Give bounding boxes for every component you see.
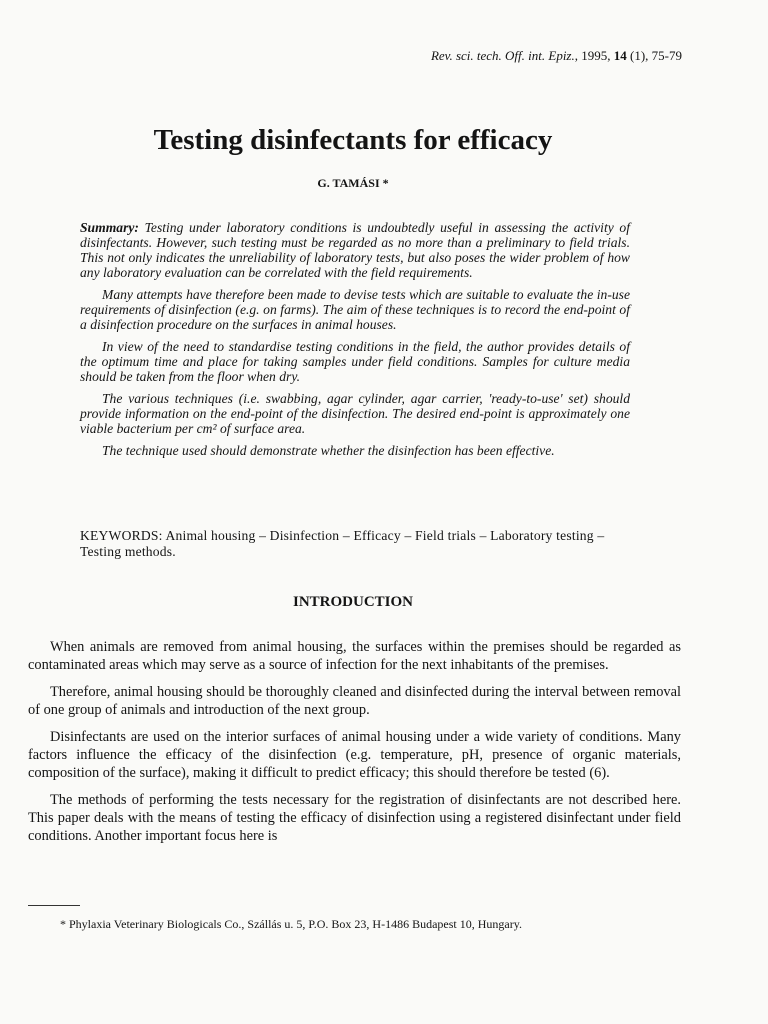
summary-paragraph: The various techniques (i.e. swabbing, agar cylinder, agar carrier, 'ready-to-use' set) should provide information on the end-point of the disinfection. The desired end-point is approximately one viable bacterium per cm² of surface area. — [80, 391, 630, 436]
author-name: G. TAMÁSI * — [317, 176, 389, 190]
footnote-divider — [28, 905, 80, 906]
body-paragraph: When animals are removed from animal housing, the surfaces within the premises should be regarded as contaminated areas which may serve as a source of infection for the next inhabitants of the premises. — [28, 639, 681, 673]
footnote: * Phylaxia Veterinary Biologicals Co., Szállás u. 5, P.O. Box 23, H-1486 Budapest 10, Hungary. — [60, 917, 522, 931]
body-paragraph: The methods of performing the tests necessary for the registration of disinfectants are not described here. This paper deals with the means of testing the efficacy of disinfection using a registered disinfectant under field conditions. Another important focus here is — [28, 792, 681, 844]
summary-lead: Summary: — [80, 220, 139, 235]
summary-paragraph: In view of the need to standardise testing conditions in the field, the author provides details of the optimum time and place for taking samples under field conditions. Samples for culture media should be taken from the floor when dry. — [80, 339, 630, 384]
section-heading-introduction: INTRODUCTION — [292, 594, 413, 610]
journal-citation — [431, 48, 682, 64]
body-paragraph: Therefore, animal housing should be thoroughly cleaned and disinfected during the interval between removal of one group of animals and introduction of the next group. — [28, 684, 681, 718]
summary-block — [80, 220, 630, 465]
journal-name: Rev. sci. tech. Off. int. Epiz. — [430, 48, 575, 63]
introduction-body — [28, 638, 681, 854]
article-title: Testing disinfectants for efficacy — [153, 124, 553, 156]
summary-paragraph: Many attempts have therefore been made to devise tests which are suitable to evaluate the in-use requirements of disinfection (e.g. on farms). The aim of these techniques is to record the end-point of a disinfection procedure on the surfaces in animal houses. — [80, 287, 630, 332]
summary-paragraph: The technique used should demonstrate whether the disinfection has been effective. — [102, 443, 555, 458]
keywords: KEYWORDS: Animal housing – Disinfection – Efficacy – Field trials – Laboratory testing – Testing methods. — [80, 528, 605, 559]
body-paragraph: Disinfectants are used on the interior surfaces of animal housing under a wide variety of conditions. Many factors influence the efficacy of the disinfection (e.g. temperature, pH, presence of organic materials, composition of the surface), making it difficult to predict efficacy; this should therefore be tested (6). — [28, 729, 681, 781]
journal-volume: 14 — [613, 48, 627, 63]
journal-pages: (1), 75-79 — [626, 48, 682, 63]
journal-year: , 1995, — [574, 48, 614, 63]
summary-paragraph — [80, 220, 630, 280]
summary-text: Testing under laboratory conditions is undoubtedly useful in assessing the activity of disinfectants. However, such testing must be regarded as no more than a preliminary to field trials. This not only indicates the unreliability of laboratory tests, but also poses the wider problem of how any laboratory evaluation can be correlated with the field requirements. — [80, 220, 631, 280]
